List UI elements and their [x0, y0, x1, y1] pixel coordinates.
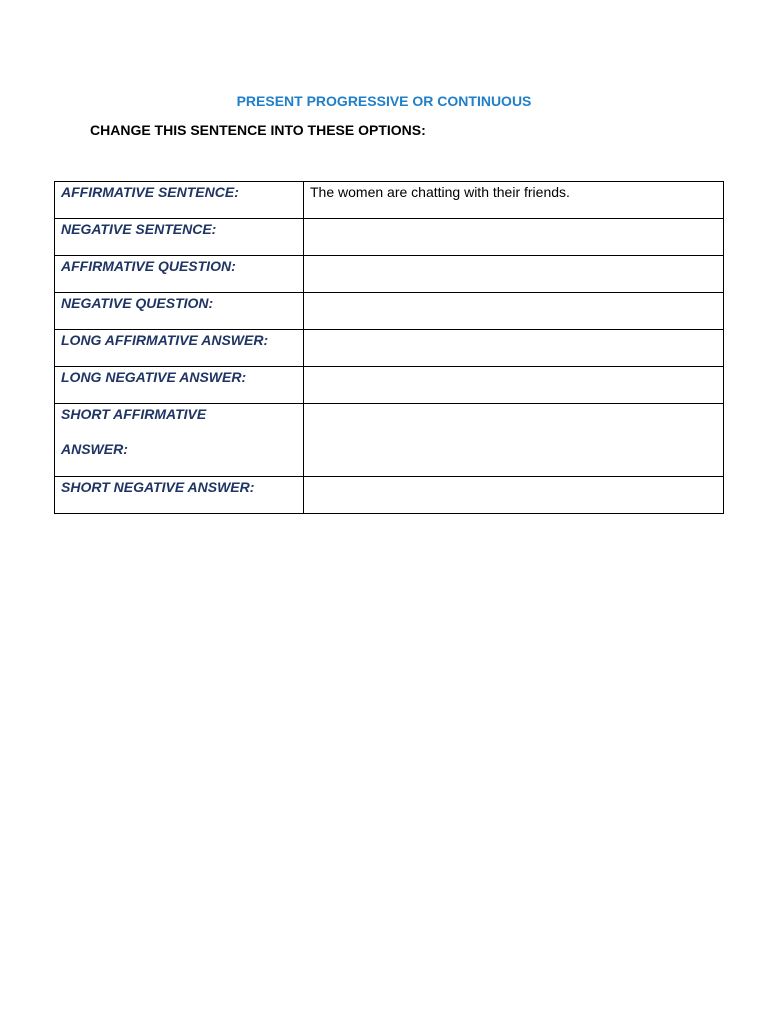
- row-label: SHORT NEGATIVE ANSWER:: [55, 477, 304, 514]
- row-label: AFFIRMATIVE QUESTION:: [55, 256, 304, 293]
- page-title: PRESENT PROGRESSIVE OR CONTINUOUS: [236, 93, 532, 109]
- answer-cell[interactable]: [304, 256, 724, 293]
- instruction-text: CHANGE THIS SENTENCE INTO THESE OPTIONS:: [90, 122, 426, 138]
- table-row-negative-question: [55, 293, 724, 330]
- answer-cell[interactable]: [304, 330, 724, 367]
- answer-cell[interactable]: [304, 293, 724, 330]
- answer-cell[interactable]: [304, 219, 724, 256]
- table-row-short-negative-answer: [55, 477, 724, 514]
- row-label: LONG NEGATIVE ANSWER:: [55, 367, 304, 404]
- table-row-affirmative-question: [55, 256, 724, 293]
- row-label: NEGATIVE SENTENCE:: [55, 219, 304, 256]
- row-label: NEGATIVE QUESTION:: [55, 293, 304, 330]
- table-row-short-affirmative-answer: [55, 404, 724, 477]
- table-row-long-affirmative-answer: [55, 330, 724, 367]
- answer-cell[interactable]: [304, 404, 724, 477]
- table-row-affirmative-sentence: [55, 182, 724, 219]
- row-label: AFFIRMATIVE SENTENCE:: [55, 182, 304, 219]
- row-label: [55, 404, 304, 477]
- table-row-negative-sentence: [55, 219, 724, 256]
- answer-cell[interactable]: [304, 477, 724, 514]
- answer-cell[interactable]: The women are chatting with their friends.: [304, 182, 724, 219]
- row-label: LONG AFFIRMATIVE ANSWER:: [55, 330, 304, 367]
- answer-cell[interactable]: [304, 367, 724, 404]
- row-label-line-1: SHORT AFFIRMATIVE: [61, 406, 207, 422]
- exercise-table: [54, 181, 724, 514]
- table-row-long-negative-answer: [55, 367, 724, 404]
- row-label-line-2: ANSWER:: [61, 441, 128, 457]
